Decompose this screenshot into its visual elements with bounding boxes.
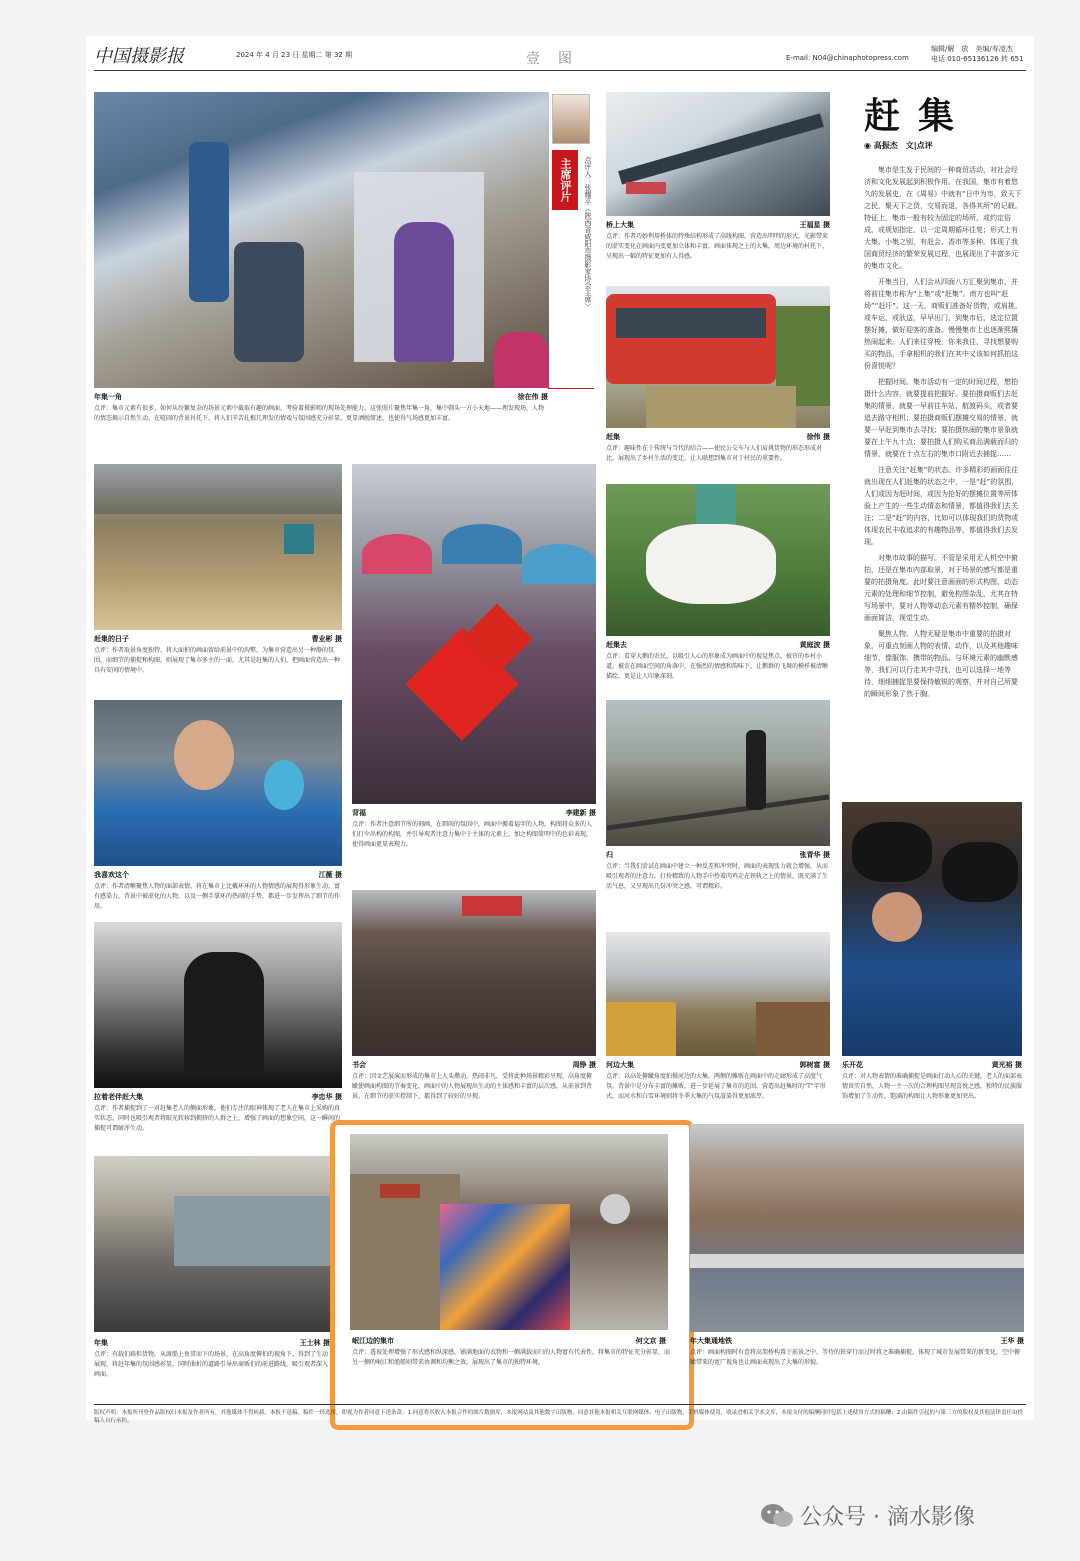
phone-line: 电话 010-65136126 转 651 [931,55,1024,63]
credit-gui: 张青华 摄 [799,851,830,859]
comment-nianji: 点评：有载们扁担货物，从渡船上鱼贯而下的场景，在高角度俯拍的视角下，得到了生动展现，将赶年集的氛围感彰显，同时曲折的道路引导出商贩们的前进路线，吸引观者深入画面。 [94,1351,329,1378]
caption-nianji: 年集 [94,1339,108,1347]
article-paragraph: 对集市故事的描写。不管是采用无人机空中俯拍，还是在集市内部取景，对于场景的感写都是重要的拍摄角度。此时要注意画面的形式构图、动态元素的处理和细节控制，避免构图杂乱，尤其在特写场景中，要对人物等动态元素有精妙控制，确保画面简洁，视觉生动。 [864,554,1018,622]
reviewer-avatar [552,94,590,144]
caption-nian-daji-ditie: 年大集通地铁 [690,1337,732,1345]
caption-minjiang-jishi: 岷江边的集市 [352,1337,394,1345]
masthead-logo: 中国摄影报 [94,46,184,67]
masthead-date: 2024 年 4 月 23 日 星期二 第 32 期 [236,51,353,59]
wechat-icon [760,1502,794,1530]
photo-le-kaihua [842,802,1022,1056]
credit-qiaoshang-daji: 王福星 摄 [799,221,830,229]
copyright-footer: 版权声明：本报所刊登作品版权归本报及作者所有，其他媒体不得转载。本报不退稿。稿件一经选用，即视为作者同意下述条款：1.同意将其收入本报合作的图片数据库，本报网站及其他数字出版物，同意其他本报相关互联网媒体、电子出版物、手机媒体使用，收录进相关学术文库，本报支付的稿酬同时包括上述使用方式的稿酬；2.由稿件引起的与第三方的版权及其他法律责任由投稿人自行承担。 [94,1410,1024,1424]
credit-ganji-qu: 黄庭波 摄 [799,641,830,649]
credit-beifu: 李建新 摄 [565,809,596,817]
article-paragraph: 注意关注“赶集”的状态。许多精彩的画面往往就出现在人们赶集的状态之中，一是“赶”的氛围，人们或因为赶时间，或因为抢好的摆摊位置等所体验上产生的一些生动情态和情景，都值得我们去关注；二是“赶”的内容，比如可以体现我们的货物或体现农民丰收追求的有趣物品等，都值得我们去发现。 [864,466,1019,546]
credit-ganji-de-rizi: 曹业彬 摄 [311,635,342,643]
photo-nian-daji-ditie [690,1124,1024,1332]
photo-shuhui [352,890,596,1056]
reviewer-rule [548,388,594,389]
article-paragraph: 把握时间。集市活动有一定的时间过程，想拍摄什么内容，就要提前把握好。要拍摄商贩们去赶集的情景，就要一早前往车站、航渡码头，或者要追去路守相机；要拍摄商贩们摆摊交易的情景，就要一早赶到集市去寻找；要拍摄热闹的集市景象就要在上午九十点；要拍摄人们购买商品满载而归的情景，就要在十点左右的集市口附近去捕捉…… [864,378,1018,458]
photo-ganji-de-rizi [94,464,342,630]
comment-minjiang-jishi: 点评：透视处理增强了形式感和纵深感，铺满地面的衣物和一侧满载而归的人物富有代表性，将集市的特征充分彰显，而另一侧的岷江和渔船则带来协调和均衡之效，展现出了集市的独特环境。 [352,1349,671,1366]
photo-ganji-bus [606,286,830,428]
caption-wo-xihuan-zhege: 我喜欢这个 [94,871,129,879]
comment-qiaoshang-daji: 点评：作者巧妙利用桥体的特殊结构形成了高线构图，营造出明明的形式，光影带来的虚实变化在画面内变更加立体和丰富，画面体现之上的大集，周边环境的村托下，呈现出一幅的特征更加有人得感。 [606,233,829,260]
reviewer-info: 点评人：张耀平（陕西省咸阳市摄影家协会主席） [584,156,592,310]
caption-gui: 归 [606,851,613,859]
caption-ganji-de-rizi: 赶集的日子 [94,635,129,643]
masthead-rule [94,70,1026,71]
photo-nianji-yijiao [94,92,549,388]
caption-ganji-bus: 赶集 [606,433,620,441]
article-paragraph: 聚焦人物。人物无疑是集市中重要的拍摄对象，可重点刻画人物的表情、动作，以及其他趣味细节，像服饰、携带的物品、与环境元素的幽默感等，我们可以行走其中寻找，也可以选择一地等待，细细捕捉是要保持敏锐的观察，并对自己所要的瞬间形象了然于胸。 [864,630,1018,698]
article-title: 赶集 [864,95,973,137]
masthead-email: E-mail: N04@chinaphotopress.com [786,54,909,62]
article-byline: ◉ 高振杰 文|点评 [864,141,933,150]
photo-hebian-daji [606,932,830,1056]
footer-rule [94,1404,1026,1405]
photo-nianji [94,1156,330,1332]
credit-hebian-daji: 郭树富 摄 [799,1061,830,1069]
comment-beifu: 点评：作者注意细节所的刻画，在细雨的氛围中，画面中搬着福字的人物，构图将众多的人们打伞出构的构图，并引导观者注意力集中于主体的元素上，加之构图简明中的色彩表现，使得画面更显表现力。 [352,821,593,848]
credit-ganji-bus: 徐伟 摄 [806,433,830,441]
photo-ganji-qu [606,484,830,636]
comment-nian-daji-ditie: 点评：画面构图时有意将高架桥构置于前景之中，等待的铁穿行而过时将之准确捕捉，体现了城市发展带来的新变化，空中俯瞰带来的宽广视角也让画面表现出了大集的形貌。 [690,1349,1021,1366]
caption-lazhe-laoban: 拉着老伴赶大集 [94,1093,143,1101]
credit-nianji: 王士林 摄 [299,1339,330,1347]
reviewer-tag: 主席评片 [552,150,578,210]
photo-gui [606,700,830,846]
article-paragraph: 开集当日，人们会从四面八方汇聚到集市，并将前往集市称为“上集”或“赶集”。南方也叫“赶场”“赶圩”。这一天，商贩们准备好货物，或肩挑，或车运，或驮送，早早出门，到集市后，选定位置摆好摊，做好迎客的准备。慢慢集市上也逐渐熙攘热闹起来。人们来往穿梭，你来我往，寻找想要购买的物品，手拿相机的我们在其中又该如何抓拍这份喜悦呢？ [864,278,1022,370]
photo-beifu [352,464,596,804]
comment-nianji-yijiao: 点评：集市元素有很多，如何从纷繁复杂的场景元素中截取有趣的画面，考验着摄影师的现场处理能力。这张照片聚焦年集一角，集中剃头一方小天地——理发现场，人物的情态揭示自然生动，在喧闹的背景衬托下，将人们辛苦扎根几理发的情戏与氛围感充分彰显，更显洒脱简述，也使得气场感更加丰富。 [94,405,545,422]
caption-hebian-daji: 河边大集 [606,1061,634,1069]
caption-qiaoshang-daji: 桥上大集 [606,221,634,229]
comment-ganji-bus: 点评：趣味性在于传统与当代的结合——使民公交车与人们肩挑货物的形态形成对比，展现出了乡村生活的变迁，让人联想到集市对于村民的重要性。 [606,445,823,462]
credit-le-kaihua: 黄光裕 摄 [991,1061,1022,1069]
comment-ganji-de-rizi: 点评：作者取景角度独特，将大面积的画面留给前景中的沟壑，为集市营造出另一种静的氛围，而细节的捕捉和构图，则展现了集市多主的一面，尤其是赶集的人们，把画面营造出一种具有安闲的情境中。 [94,647,341,674]
comment-ganji-qu: 点评：看穿大鹅的农民，以吸引人心的形象成为画面中的视觉焦点，披官的乡村小道，被农在画面空间的角落中，在强烈的情感和韵味下，让鹅群的飞舞的模样被清晰描绘，更是让人印象深刻。 [606,653,829,680]
credit-nianji-yijiao: 徐在伟 摄 [517,393,548,401]
watermark-text: 公众号 · 滴水影像 [800,1505,975,1530]
photo-wo-xihuan-zhege [94,700,342,866]
comment-le-kaihua: 点评：对人物表情的准确捕捉是画面打动人心的关键，老人的面部表情真实自然，人物一主一次的合理构图呈现喜悦之感，独特的民族服饰增加了生动性，饱满的构图让人物形象更加突出。 [842,1073,1023,1100]
highlight-frame [330,1120,694,1430]
comment-gui: 点评：当我们尝试在画面中建立一种反差和冲突时，画面的表现张力就会增强，从而吸引观者的注意力。打扮精致的人物手中拎着肉鸡走在铁轨之上的情景，既充满了生活气息，又呈现出几份冲突之感，可谓精彩。 [606,863,829,890]
section-title: 壹图 [526,51,590,67]
credit-wo-xihuan-zhege: 江薇 摄 [318,871,342,879]
caption-nianji-yijiao: 年集一角 [94,393,122,401]
comment-wo-xihuan-zhege: 点评：作者清晰聚焦人物的面部表情，将在集市上比戴环环的人物情感的展现得形象生动，富有感染力，背景中被虚化的人物，以及一侧手掌环的热闹的手势，都进一步发挥出了细节的作用。 [94,883,341,910]
masthead-editors [931,44,1024,64]
comment-hebian-daji: 点评：以高处俯瞰角度拍摄河边的大集，两侧的摊贩在画面中的走廊形成了高度气氛，背景中是分布丰富的摊贩，进一步延展了集市的范围，营造出赶集时的“T”字形式，而河水和白雪环境则将冬季大集的气氛渲染得更加浓厚。 [606,1073,826,1100]
credit-nian-daji-ditie: 王华 摄 [1000,1337,1024,1345]
caption-le-kaihua: 乐开花 [842,1061,863,1069]
photo-qiaoshang-daji [606,92,830,216]
newspaper-page [86,36,1034,1424]
article-body [864,164,1024,704]
caption-beifu: 背福 [352,809,366,817]
credit-shuhui: 周铮 摄 [572,1061,596,1069]
article-paragraph: 集市是生发于民间的一种商贸活动，对社会经济和文化发展起到积极作用。在我国，集市有着悠久的发展史，在《周易》中就有“日中为市，致天下之民，聚天下之货，交易而退，各得其所”的记载。特征上，集市一般有较为固定的场所，或约定俗成，或规划指定，以一定周期循环往复；形式上有大集、小集之别，有赶会、香市等多种。体现了我国商贸经济的繁荣发展过程，也展现出了丰富多元的集市文化。 [864,166,1022,270]
comment-lazhe-laoban: 点评：作者捕捉到了一对赶集老人的侧面形象，他们专注的眼神体现了老人在集市上采购的真实状态，同时也吸引观者将眼光转移到拥挤的人群之上，增强了画面的想象空间，这一瞬间的捕捉可谓耐浑生动。 [94,1105,341,1132]
credit-minjiang-jishi: 何文京 摄 [635,1337,666,1345]
photo-lazhe-laoban [94,922,342,1088]
caption-shuhui: 书会 [352,1061,366,1069]
editors-line: 编辑/解 放 美编/寿凌杰 [931,45,1013,53]
caption-ganji-qu: 赶集去 [606,641,627,649]
comment-shuhui: 点评：因文艺展演而形成的集市上人头攒动，热闹非凡，受将此种场景精彩呈现，高角度俯瞰使画面构图的节奏变化，画面中的人物展现出生动的主体感和丰富的层次感，从前景到背景，在细节的虚实控制下，都得到了较好的呈现。 [352,1073,593,1100]
credit-lazhe-laoban: 李忠华 摄 [311,1093,342,1101]
